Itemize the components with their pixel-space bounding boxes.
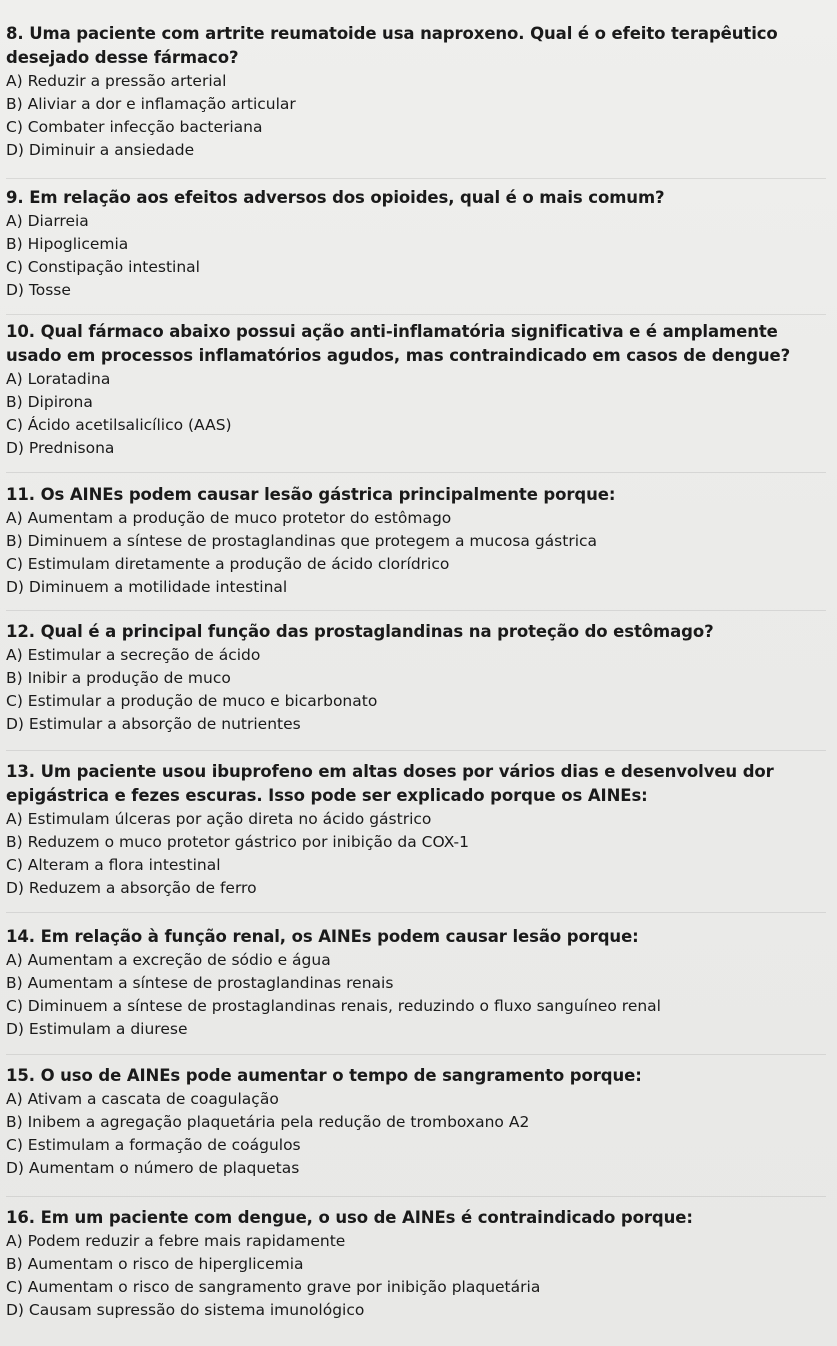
question-14 bbox=[6, 925, 828, 1041]
option-a: A) Estimulam úlceras por ação direta no ácido gástrico bbox=[6, 810, 432, 828]
option-c: C) Aumentam o risco de sangramento grave por inibição plaquetária bbox=[6, 1278, 541, 1296]
divider bbox=[6, 912, 826, 913]
option-a: A) Diarreia bbox=[6, 212, 89, 230]
option-b: B) Hipoglicemia bbox=[6, 235, 129, 253]
option-b: B) Dipirona bbox=[6, 393, 93, 411]
option-a: A) Reduzir a pressão arterial bbox=[6, 72, 227, 90]
question-10 bbox=[6, 320, 828, 460]
option-b: B) Diminuem a síntese de prostaglandinas que protegem a mucosa gástrica bbox=[6, 532, 598, 550]
option-d: D) Tosse bbox=[6, 281, 71, 299]
option-a: A) Aumentam a produção de muco protetor do estômago bbox=[6, 509, 452, 527]
question-text: 9. Em relação aos efeitos adversos dos opioides, qual é o mais comum? bbox=[6, 188, 665, 207]
divider bbox=[6, 178, 826, 179]
divider bbox=[6, 314, 826, 315]
option-c: C) Estimulam diretamente a produção de ácido clorídrico bbox=[6, 555, 450, 573]
option-d: D) Estimular a absorção de nutrientes bbox=[6, 715, 301, 733]
option-b: B) Aliviar a dor e inflamação articular bbox=[6, 95, 296, 113]
question-12 bbox=[6, 620, 828, 736]
question-text: 15. O uso de AINEs pode aumentar o tempo de sangramento porque: bbox=[6, 1066, 642, 1085]
question-9 bbox=[6, 186, 828, 302]
option-a: A) Ativam a cascata de coagulação bbox=[6, 1090, 279, 1108]
divider bbox=[6, 750, 826, 751]
option-c: C) Estimulam a formação de coágulos bbox=[6, 1136, 301, 1154]
question-text: 10. Qual fármaco abaixo possui ação anti-inflamatória significativa e é amplamente usado em processos inflamatórios agudos, mas contraindicado em casos de dengue? bbox=[6, 322, 791, 365]
option-d: D) Diminuir a ansiedade bbox=[6, 141, 195, 159]
question-text: 16. Em um paciente com dengue, o uso de AINEs é contraindicado porque: bbox=[6, 1208, 693, 1227]
option-c: C) Ácido acetilsalicílico (AAS) bbox=[6, 416, 232, 434]
option-b: B) Reduzem o muco protetor gástrico por inibição da COX-1 bbox=[6, 833, 470, 851]
question-text: 14. Em relação à função renal, os AINEs podem causar lesão porque: bbox=[6, 927, 639, 946]
divider bbox=[6, 1196, 826, 1197]
option-d: D) Estimulam a diurese bbox=[6, 1020, 188, 1038]
option-a: A) Estimular a secreção de ácido bbox=[6, 646, 261, 664]
option-c: C) Combater infecção bacteriana bbox=[6, 118, 263, 136]
question-text: 8. Uma paciente com artrite reumatoide usa naproxeno. Qual é o efeito terapêutico desejado desse fármaco? bbox=[6, 24, 778, 67]
question-13 bbox=[6, 760, 828, 900]
option-d: D) Causam supressão do sistema imunológico bbox=[6, 1301, 365, 1319]
divider bbox=[6, 472, 826, 473]
option-b: B) Inibir a produção de muco bbox=[6, 669, 231, 687]
question-11 bbox=[6, 483, 828, 599]
option-d: D) Prednisona bbox=[6, 439, 115, 457]
question-text: 11. Os AINEs podem causar lesão gástrica principalmente porque: bbox=[6, 485, 616, 504]
option-b: B) Aumentam o risco de hiperglicemia bbox=[6, 1255, 304, 1273]
option-c: C) Diminuem a síntese de prostaglandinas renais, reduzindo o fluxo sanguíneo renal bbox=[6, 997, 661, 1015]
option-d: D) Aumentam o número de plaquetas bbox=[6, 1159, 300, 1177]
question-15 bbox=[6, 1064, 828, 1180]
divider bbox=[6, 1054, 826, 1055]
option-a: A) Aumentam a excreção de sódio e água bbox=[6, 951, 331, 969]
option-c: C) Estimular a produção de muco e bicarbonato bbox=[6, 692, 378, 710]
option-b: B) Aumentam a síntese de prostaglandinas renais bbox=[6, 974, 394, 992]
question-16 bbox=[6, 1206, 828, 1322]
question-text: 13. Um paciente usou ibuprofeno em altas doses por vários dias e desenvolveu dor epigástrica e fezes escuras. Isso pode ser explicado porque os AINEs: bbox=[6, 762, 774, 805]
question-text: 12. Qual é a principal função das prostaglandinas na proteção do estômago? bbox=[6, 622, 714, 641]
question-8 bbox=[6, 22, 828, 162]
option-c: C) Alteram a flora intestinal bbox=[6, 856, 221, 874]
option-d: D) Reduzem a absorção de ferro bbox=[6, 879, 257, 897]
option-d: D) Diminuem a motilidade intestinal bbox=[6, 578, 288, 596]
option-a: A) Loratadina bbox=[6, 370, 111, 388]
option-b: B) Inibem a agregação plaquetária pela redução de tromboxano A2 bbox=[6, 1113, 530, 1131]
option-c: C) Constipação intestinal bbox=[6, 258, 200, 276]
divider bbox=[6, 610, 826, 611]
option-a: A) Podem reduzir a febre mais rapidamente bbox=[6, 1232, 346, 1250]
